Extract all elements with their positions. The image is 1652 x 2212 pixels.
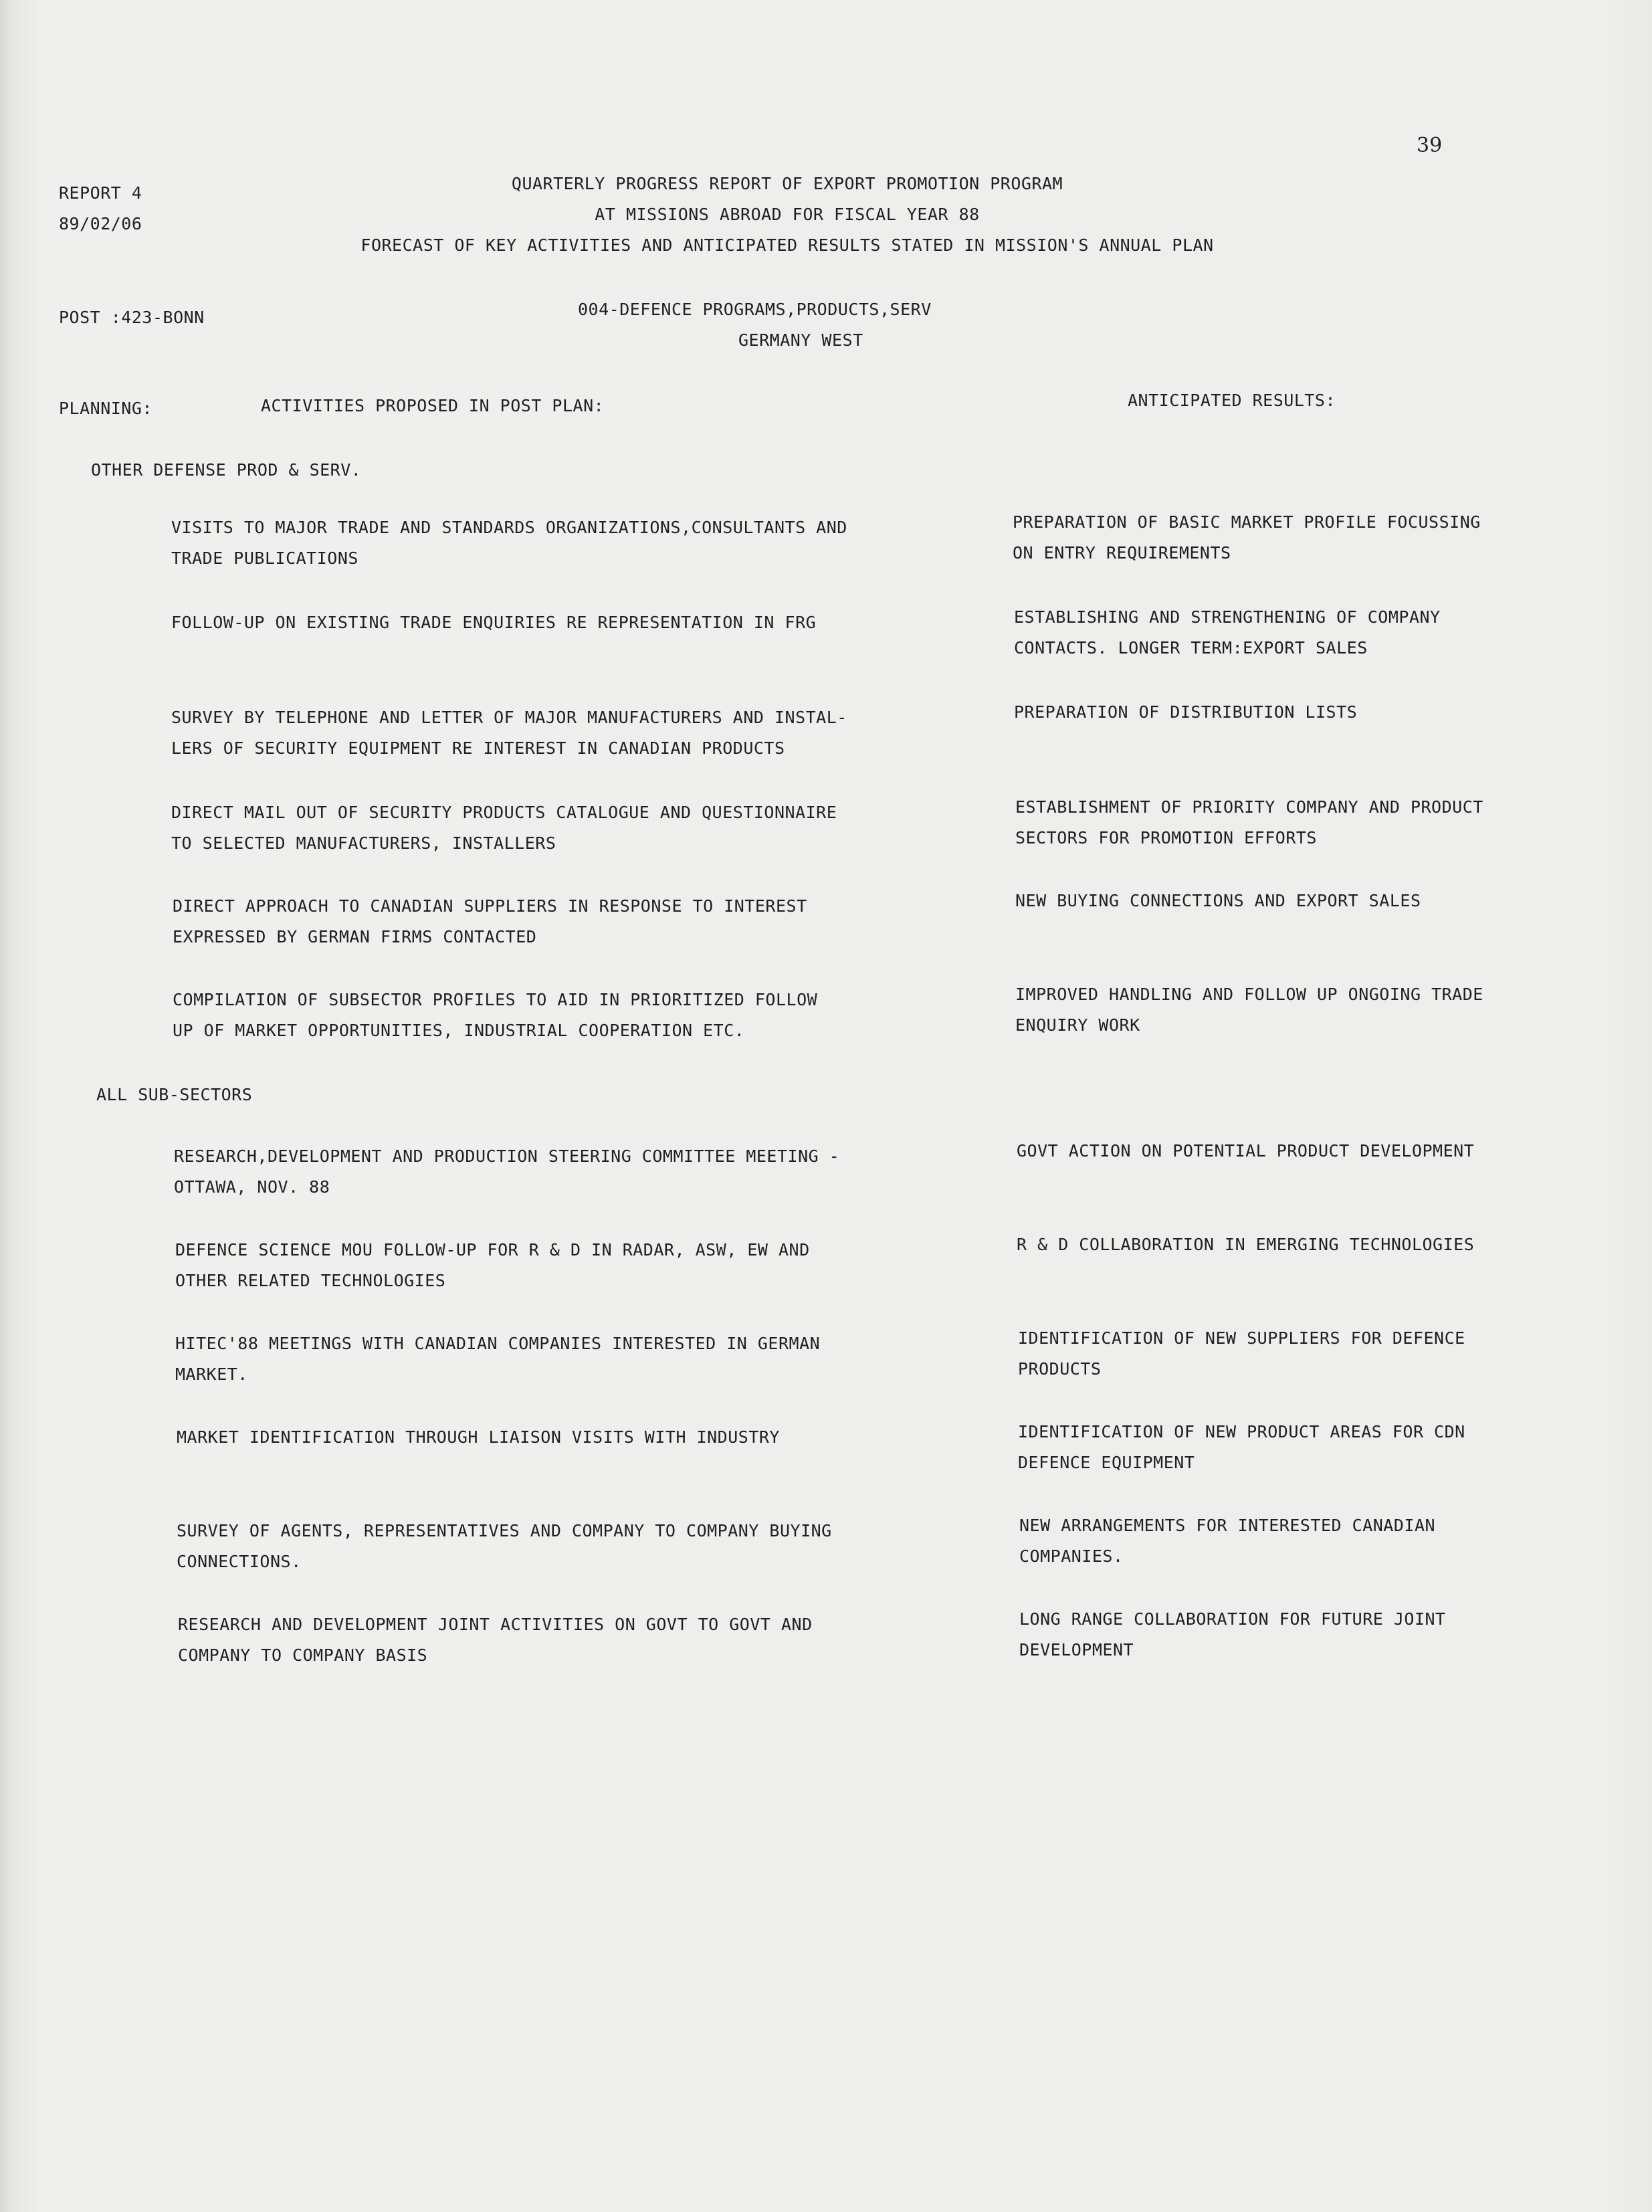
planning-label: PLANNING: — [59, 399, 152, 418]
activity-line: COMPANY TO COMPANY BASIS — [178, 1645, 428, 1665]
result-line: DEVELOPMENT — [1019, 1640, 1134, 1660]
result-text — [1018, 1417, 1465, 1478]
result-line: IDENTIFICATION OF NEW PRODUCT AREAS FOR CDN — [1018, 1422, 1465, 1441]
activity-text — [173, 985, 817, 1046]
activity-line: DIRECT APPROACH TO CANADIAN SUPPLIERS IN RESPONSE TO INTEREST — [173, 896, 807, 916]
result-line: ESTABLISHMENT OF PRIORITY COMPANY AND PRODUCT — [1015, 797, 1483, 817]
activity-line: OTTAWA, NOV. 88 — [174, 1177, 330, 1197]
result-line: DEFENCE EQUIPMENT — [1018, 1453, 1195, 1472]
result-line: PRODUCTS — [1018, 1359, 1102, 1379]
result-text — [1013, 507, 1481, 569]
activity-text — [171, 512, 847, 574]
program-line1: 004-DEFENCE PROGRAMS,PRODUCTS,SERV — [578, 300, 932, 319]
result-line: PREPARATION OF DISTRIBUTION LISTS — [1014, 702, 1358, 722]
activity-line: TO SELECTED MANUFACTURERS, INSTALLERS — [171, 833, 556, 853]
section-heading: OTHER DEFENSE PROD & SERV. — [91, 460, 362, 480]
activity-line: COMPILATION OF SUBSECTOR PROFILES TO AID IN PRIORITIZED FOLLOW — [173, 990, 818, 1009]
result-line: IDENTIFICATION OF NEW SUPPLIERS FOR DEFENCE — [1018, 1328, 1465, 1348]
results-column-header: ANTICIPATED RESULTS: — [1128, 391, 1336, 410]
result-text — [1018, 1323, 1465, 1385]
activity-text — [173, 891, 807, 952]
result-line: PREPARATION OF BASIC MARKET PROFILE FOCUSSING — [1013, 512, 1481, 532]
activity-text — [175, 1328, 820, 1390]
result-line: NEW BUYING CONNECTIONS AND EXPORT SALES — [1015, 891, 1421, 910]
result-line: R & D COLLABORATION IN EMERGING TECHNOLOGIES — [1017, 1235, 1475, 1254]
program-line2: GERMANY WEST — [738, 330, 863, 350]
result-line: SECTORS FOR PROMOTION EFFORTS — [1015, 828, 1317, 847]
result-line: CONTACTS. LONGER TERM:EXPORT SALES — [1014, 638, 1368, 658]
result-text — [1015, 792, 1483, 853]
page-number: 39 — [1417, 134, 1443, 157]
activity-line: CONNECTIONS. — [177, 1552, 302, 1571]
activity-line: SURVEY OF AGENTS, REPRESENTATIVES AND COMPANY TO COMPANY BUYING — [177, 1521, 832, 1540]
result-text — [1017, 1136, 1474, 1167]
report-date: 89/02/06 — [59, 214, 142, 233]
report-number: REPORT 4 — [59, 183, 142, 203]
activity-line: FOLLOW-UP ON EXISTING TRADE ENQUIRIES RE REPRESENTATION IN FRG — [171, 613, 817, 632]
activity-line: VISITS TO MAJOR TRADE AND STANDARDS ORGANIZATIONS,CONSULTANTS AND — [171, 518, 847, 537]
activity-line: TRADE PUBLICATIONS — [171, 548, 358, 568]
activity-line: RESEARCH,DEVELOPMENT AND PRODUCTION STEERING COMMITTEE MEETING - — [174, 1146, 840, 1166]
result-text — [1015, 886, 1421, 916]
activity-line: DIRECT MAIL OUT OF SECURITY PRODUCTS CATALOGUE AND QUESTIONNAIRE — [171, 803, 837, 822]
activity-line: SURVEY BY TELEPHONE AND LETTER OF MAJOR MANUFACTURERS AND INSTAL- — [171, 708, 847, 727]
activity-text — [174, 1141, 839, 1203]
result-line: LONG RANGE COLLABORATION FOR FUTURE JOINT — [1019, 1609, 1446, 1629]
activity-line: EXPRESSED BY GERMAN FIRMS CONTACTED — [173, 927, 537, 946]
result-line: IMPROVED HANDLING AND FOLLOW UP ONGOING TRADE — [1015, 985, 1483, 1004]
section-heading: ALL SUB-SECTORS — [96, 1085, 253, 1104]
result-text — [1019, 1510, 1435, 1572]
activity-text — [177, 1516, 832, 1577]
result-line: NEW ARRANGEMENTS FOR INTERESTED CANADIAN — [1019, 1516, 1436, 1535]
result-line: ENQUIRY WORK — [1015, 1015, 1140, 1035]
report-title-line3: FORECAST OF KEY ACTIVITIES AND ANTICIPATED RESULTS STATED IN MISSION'S ANNUAL PLAN — [360, 235, 1214, 255]
result-line: ON ENTRY REQUIREMENTS — [1013, 543, 1231, 563]
activity-line: HITEC'88 MEETINGS WITH CANADIAN COMPANIES INTERESTED IN GERMAN — [175, 1334, 821, 1353]
activity-line: LERS OF SECURITY EQUIPMENT RE INTEREST IN CANADIAN PRODUCTS — [171, 738, 785, 758]
activity-line: DEFENCE SCIENCE MOU FOLLOW-UP FOR R & D IN RADAR, ASW, EW AND — [175, 1240, 810, 1260]
result-line: GOVT ACTION ON POTENTIAL PRODUCT DEVELOPMENT — [1017, 1141, 1475, 1161]
post-label: POST :423-BONN — [59, 308, 205, 327]
result-line: COMPANIES. — [1019, 1546, 1124, 1566]
result-text — [1014, 602, 1441, 664]
activity-line: UP OF MARKET OPPORTUNITIES, INDUSTRIAL COOPERATION ETC. — [173, 1021, 745, 1040]
activity-text — [171, 702, 847, 764]
activity-line: MARKET IDENTIFICATION THROUGH LIAISON VISITS WITH INDUSTRY — [177, 1427, 780, 1447]
activity-text — [171, 797, 837, 859]
result-text — [1019, 1604, 1446, 1666]
activity-text — [177, 1422, 780, 1453]
activity-text — [175, 1235, 810, 1296]
result-text — [1017, 1229, 1474, 1260]
report-title-line2: AT MISSIONS ABROAD FOR FISCAL YEAR 88 — [595, 205, 980, 224]
activity-line: OTHER RELATED TECHNOLOGIES — [175, 1271, 446, 1290]
report-title-line1: QUARTERLY PROGRESS REPORT OF EXPORT PROMOTION PROGRAM — [511, 174, 1063, 193]
activity-line: RESEARCH AND DEVELOPMENT JOINT ACTIVITIES ON GOVT TO GOVT AND — [178, 1615, 813, 1634]
activity-line: MARKET. — [175, 1365, 248, 1384]
activity-text — [178, 1609, 813, 1671]
result-text — [1015, 979, 1483, 1041]
activity-text — [171, 607, 816, 638]
result-text — [1014, 697, 1357, 728]
result-line: ESTABLISHING AND STRENGTHENING OF COMPANY — [1014, 607, 1441, 627]
activities-column-header: ACTIVITIES PROPOSED IN POST PLAN: — [261, 396, 605, 415]
